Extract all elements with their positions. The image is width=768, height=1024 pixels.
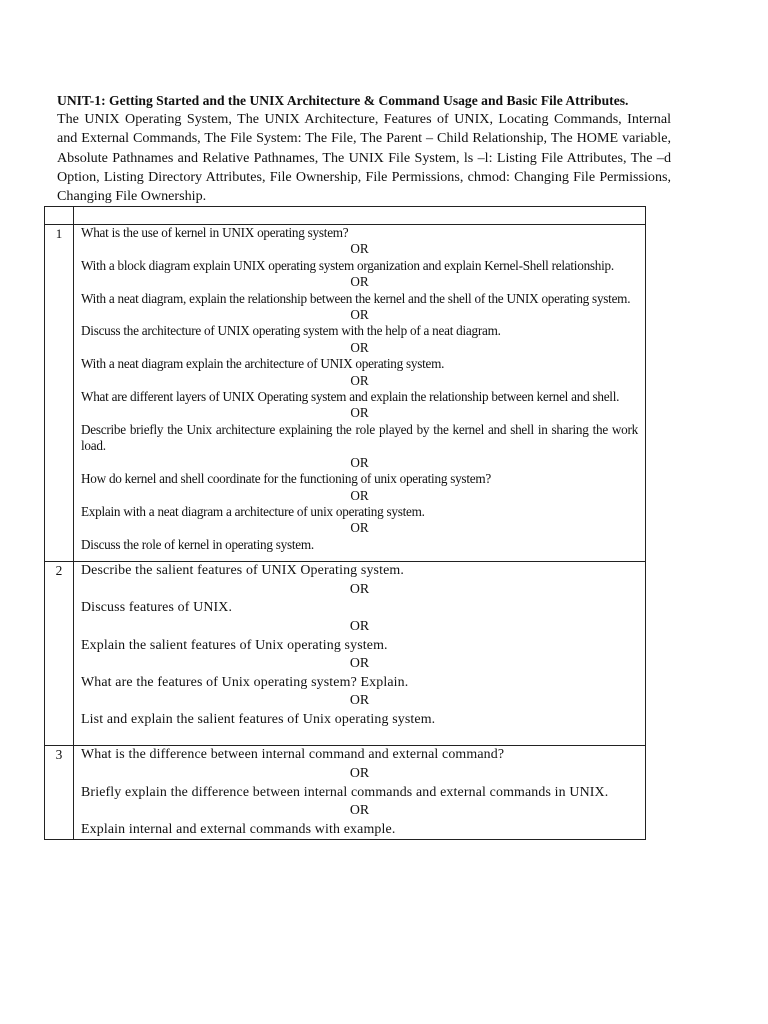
question-text: Explain the salient features of Unix operating system. <box>81 637 388 653</box>
or-separator: OR <box>350 274 369 290</box>
or-separator: OR <box>350 405 369 421</box>
question-block <box>81 562 638 745</box>
or-separator: OR <box>349 693 370 709</box>
question-text: Explain with a neat diagram a architecture of unix operating system. <box>81 503 425 519</box>
unit-topics: The UNIX Operating System, The UNIX Architecture, Features of UNIX, Locating Commands, Internal and External Commands, The File System: The File, The Parent – Child Relationship, The HOME variable, Absolute Pathnames and Relative Pathnames, The UNIX File System, ls –l: Listing File Attributes, The –d Option, Listing Directory Attributes, File Ownership, File Permissions, chmod: Changing File Permissions, Changing File Ownership. <box>57 111 671 205</box>
question-text: Discuss the architecture of UNIX operating system with the help of a neat diagram. <box>81 323 501 339</box>
question-text: With a neat diagram, explain the relationship between the kernel and the shell of the UNIX operating system. <box>81 290 631 306</box>
question-cell <box>74 562 646 746</box>
question-text: Describe the salient features of UNIX Operating system. <box>81 563 405 579</box>
empty-header-cell <box>45 207 74 225</box>
or-separator: OR <box>349 766 370 782</box>
or-separator: OR <box>349 803 370 819</box>
question-text: List and explain the salient features of Unix operating system. <box>81 711 436 727</box>
question-block <box>81 746 638 839</box>
question-number: 3 <box>45 746 74 840</box>
question-text: How do kernel and shell coordinate for the functioning of unix operating system? <box>81 471 491 487</box>
question-text: Briefly explain the difference between internal commands and external commands in UNIX. <box>81 784 609 800</box>
question-text: With a neat diagram explain the architecture of UNIX operating system. <box>81 356 445 372</box>
question-text: Discuss the role of kernel in operating system. <box>81 536 314 552</box>
question-text: Discuss features of UNIX. <box>81 600 233 616</box>
or-separator: OR <box>350 487 369 503</box>
question-text: With a block diagram explain UNIX operating system organization and explain Kernel-Shell relationship. <box>81 257 614 273</box>
or-separator: OR <box>350 307 369 323</box>
question-row <box>45 746 646 840</box>
question-text: What is the difference between internal command and external command? <box>81 747 505 763</box>
or-separator: OR <box>349 656 370 672</box>
question-number: 2 <box>45 562 74 746</box>
or-separator: OR <box>350 241 369 257</box>
question-text: What are the features of Unix operating system? Explain. <box>81 674 409 690</box>
or-separator: OR <box>349 581 370 597</box>
or-separator: OR <box>349 618 370 634</box>
question-text: Explain internal and external commands with example. <box>81 821 396 837</box>
unit-title: UNIT-1: Getting Started and the UNIX Architecture & Command Usage and Basic File Attributes. <box>57 93 629 108</box>
or-separator: OR <box>350 372 369 388</box>
empty-header-cell <box>74 207 646 225</box>
or-separator: OR <box>350 339 369 355</box>
question-text: Describe briefly the Unix architecture explaining the role played by the kernel and shell in sharing the work load. <box>81 421 638 454</box>
question-row <box>45 562 646 746</box>
or-separator: OR <box>350 520 369 536</box>
question-number: 1 <box>45 225 74 562</box>
question-block <box>81 225 638 561</box>
or-separator: OR <box>350 454 369 470</box>
question-row <box>45 225 646 562</box>
table-header-row <box>45 207 646 225</box>
question-text: What is the use of kernel in UNIX operating system? <box>81 225 349 240</box>
question-cell <box>74 746 646 840</box>
unit-header <box>57 91 671 206</box>
question-table <box>44 206 646 840</box>
question-cell <box>74 225 646 562</box>
question-text: What are different layers of UNIX Operating system and explain the relationship between kernel and shell. <box>81 389 620 405</box>
